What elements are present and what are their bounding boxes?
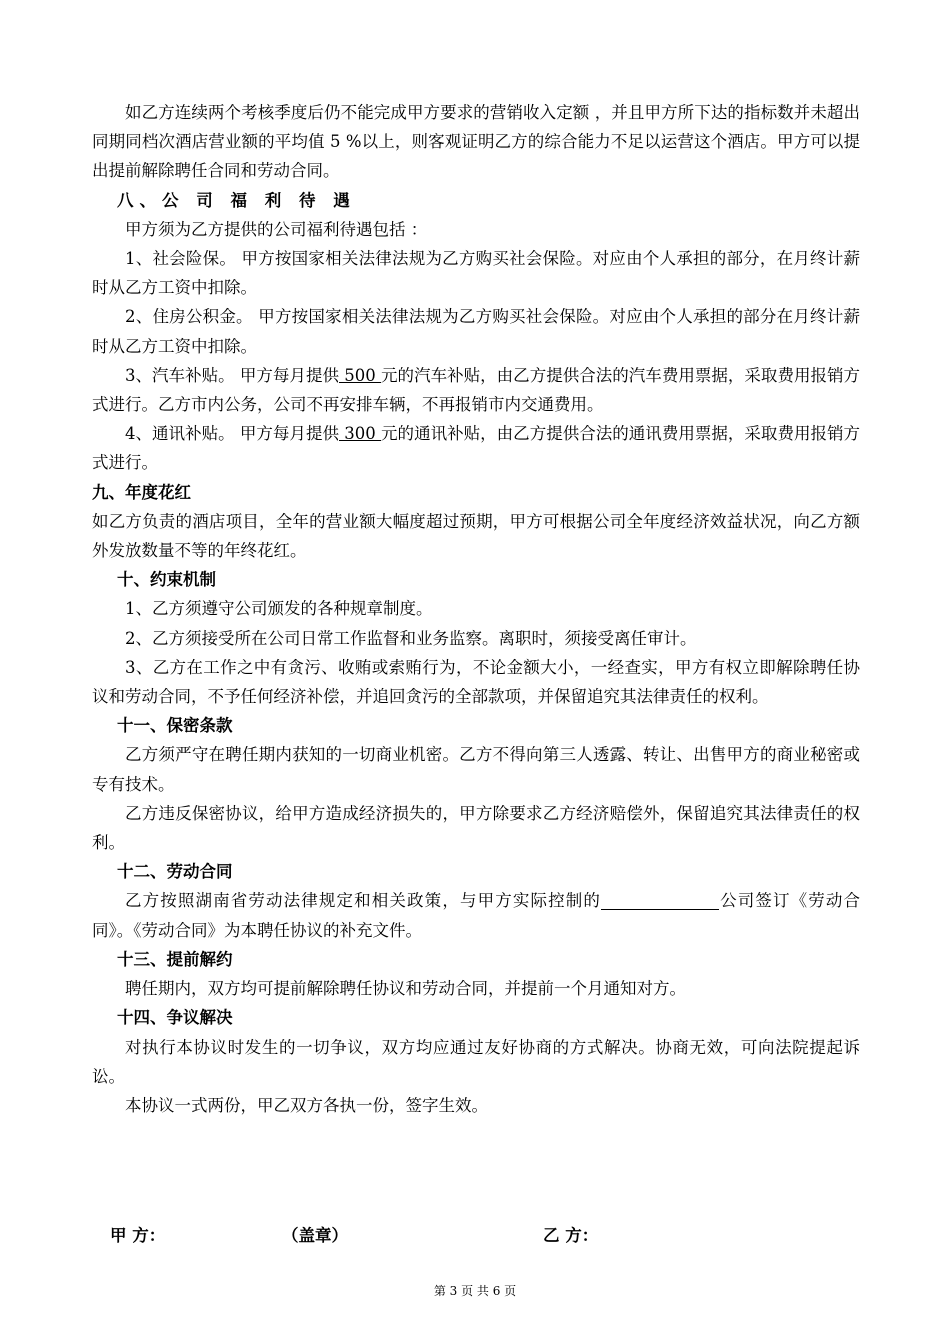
paragraph [92, 974, 860, 1003]
text-run: 元的通讯补贴，由乙方提供合法的通讯费用票据，采取费用报销方式进行。 [92, 424, 861, 473]
text-run: 本协议一式两份，甲乙双方各执一份，签字生效。 [125, 1095, 488, 1115]
fill-in-blank [601, 891, 719, 910]
paragraph [92, 244, 860, 302]
document-body [92, 98, 860, 1120]
text-run: 九、年度花红 [92, 482, 191, 502]
section-heading [92, 186, 860, 215]
paragraph [92, 419, 860, 477]
paragraph [92, 215, 860, 244]
text-run: 十三、提前解约 [117, 949, 233, 969]
text-run: 2、乙方须接受所在公司日常工作监督和业务监察。离职时，须接受离任审计。 [125, 628, 697, 648]
text-run: 乙方按照湖南省劳动法律规定和相关政策，与甲方实际控制的 [125, 891, 601, 911]
paragraph [92, 1091, 860, 1120]
text-run: 元的汽车补贴，由乙方提供合法的汽车费用票据，采取费用报销方式进行。乙方市内公务，公司不再安排车辆，不再报销市内交通费用。 [92, 365, 861, 415]
text-run: 3、乙方在工作之中有贪污、收贿或索贿行为，不论金额大小，一经查实，甲方有权立即解除聘任协议和劳动合同，不予任何经济补偿，并追回贪污的全部款项，并保留追究其法律责任的权利。 [92, 657, 860, 707]
paragraph [92, 799, 860, 857]
paragraph [92, 653, 860, 711]
text-run: 1、社会险保。 甲方按国家相关法律法规为乙方购买社会保险。对应由个人承担的部分，在月终计薪时从乙方工资中扣除。 [92, 249, 860, 298]
text-run: 甲方须为乙方提供的公司福利待遇包括 ： [125, 219, 428, 239]
section-heading [92, 711, 860, 740]
text-run: 4、通讯补贴。 甲方每月提供 [125, 424, 339, 444]
text-run: 如乙方连续两个考核季度后仍不能完成甲方要求的营销收入定额 ，并且甲方所下达的指标数并未超出同期同档次酒店营业额的平均值 5 %以上，则客观证明乙方的综合能力不足以运营这个酒店。甲方可以提出提前解除聘任合同和劳动合同。 [92, 103, 860, 181]
page-number: 第 3 页 共 6 页 [433, 1284, 517, 1298]
text-run: 公司签订《劳动合同》。《劳动合同》为本聘任协议的补充文件。 [92, 891, 861, 940]
party-b-label: 乙 方： [543, 1226, 599, 1245]
paragraph [92, 98, 860, 186]
text-run: 聘任期内，双方均可提前解除聘任协议和劳动合同，并提前一个月通知对方。 [125, 979, 686, 999]
paragraph [92, 361, 860, 419]
underlined-amount: 300 [339, 424, 382, 444]
paragraph [92, 507, 860, 565]
section-heading [92, 945, 860, 974]
text-run: 十二、劳动合同 [117, 862, 233, 882]
paragraph [92, 302, 860, 360]
paragraph [92, 886, 860, 944]
text-run: 八、公 司 福 利 待 遇 [117, 190, 356, 210]
seal-label: （盖章） [282, 1226, 348, 1245]
underlined-amount: 500 [339, 365, 382, 385]
text-run: 乙方须严守在聘任期内获知的一切商业机密。乙方不得向第三人透露、转让、出售甲方的商业秘密或专有技术。 [92, 745, 860, 794]
paragraph [92, 1033, 860, 1091]
text-run: 3、汽车补贴。 甲方每月提供 [125, 365, 339, 385]
text-run: 1、乙方须遵守公司颁发的各种规章制度。 [125, 599, 433, 619]
section-heading [92, 1003, 860, 1032]
text-run: 十一、保密条款 [117, 716, 233, 736]
paragraph [92, 624, 860, 653]
text-run: 2、住房公积金。 甲方按国家相关法律法规为乙方购买社会保险。对应由个人承担的部分在月终计薪时从乙方工资中扣除。 [92, 307, 860, 356]
section-heading [92, 478, 860, 507]
text-run: 十四、争议解决 [117, 1008, 233, 1028]
party-a-label: 甲 方： [110, 1226, 166, 1245]
text-run: 对执行本协议时发生的一切争议，双方均应通过友好协商的方式解决。协商无效，可向法院提起诉讼。 [92, 1037, 860, 1086]
text-run: 如乙方负责的酒店项目，全年的营业额大幅度超过预期，甲方可根据公司全年度经济效益状况，向乙方额外发放数量不等的年终花红。 [92, 511, 860, 561]
section-heading [92, 857, 860, 886]
paragraph [92, 594, 860, 623]
text-run: 乙方违反保密协议，给甲方造成经济损失的，甲方除要求乙方经济赔偿外，保留追究其法律责任的权利。 [92, 803, 860, 853]
text-run: 十、约束机制 [117, 570, 216, 590]
section-heading [92, 565, 860, 594]
paragraph [92, 740, 860, 798]
